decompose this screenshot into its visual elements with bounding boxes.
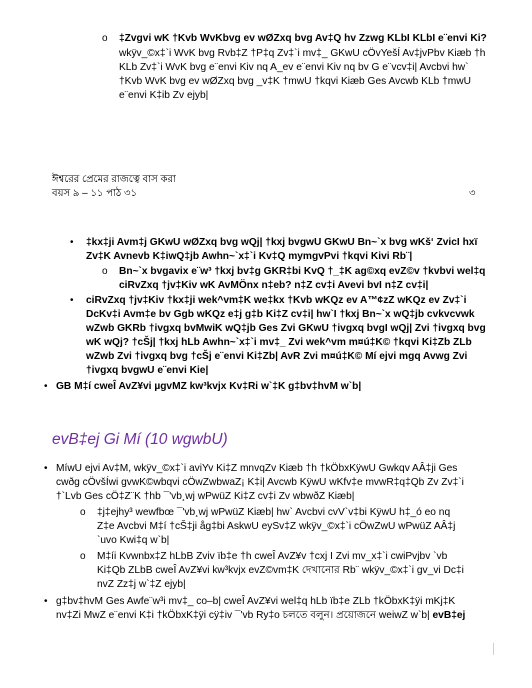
lesson-title: ঈশ্বরের প্রেমের রাজত্বে বাস করা [52, 174, 176, 185]
text-line: †`Lvb Ges cÖ‡Z¨K †hb ¯'vb¸wj wPwüZ Ki‡Z cv‡i Zv wbwðZ Kiæb| [56, 491, 355, 502]
text-line: nvZ Zz‡j w`‡Z ejyb| [97, 579, 186, 590]
text-line: Bn~`x bvgavix e¨w³ †kxj bv‡g GKR‡bi KvQ †_‡K ag©xq evZ©v †kvbvi wel‡q [119, 266, 486, 277]
bullet-dot-icon: • [44, 381, 48, 392]
text-line [56, 609, 465, 622]
text-line: `uvo Kwi‡q w`b| [97, 535, 170, 546]
text-line-bold-tail: evB‡ej [429, 610, 466, 621]
text-line: ‡j‡ejhy³ wewfbœ ¯'vb¸wj wPwüZ Kiæb| hw` Avcbvi cvV`v‡bi KÿwU h‡_ó eo nq [97, 507, 451, 518]
text-line: †Kvb WvK bvg ev wØZxq bvg _v‡K †mwU †kqvi Kiæb Ges Avcwb KLb †mwU [119, 76, 471, 87]
text-line: wZwb GKRb †ivgxq bvMwiK wQ‡jb Ges Zvi GKwU †ivgxq bvgI wQj| Zvi †ivgxq bvg [86, 323, 486, 334]
text-line-main: nv‡Zi MwZ e¨envi K‡i †kÖbxK‡ÿi cÿ‡iv ¯'vb Ry‡o চলতে বলুন। প্রয়োজনে weiwZ w`b| [56, 610, 430, 621]
page-number: ৩ [469, 188, 476, 199]
text-line: Ki‡Qb ZLbB cweÎ AvZ¥vi kw³kvjx evZ©vm‡K দেখানোর Rb¨ wkÿv_©x‡`i gv_vi Dc‡i [97, 565, 464, 576]
text-line: KLb Zv‡`i WvK bvg e¨envi Kiv nq A_ev e¨envi Kiv nq bv G e¨vcv‡i| Avcbvi hw` [119, 62, 469, 73]
bullet-circle-icon: o [80, 507, 86, 518]
text-line: ciRvZxq †jv‡Kiv wK AvMÖnx n‡eb? n‡Z cv‡i Avevi bvI n‡Z cv‡i| [119, 280, 429, 291]
section-heading: evB‡ej Gi Mí (10 wgwbU) [52, 431, 228, 448]
bullet-circle-icon: o [80, 551, 86, 562]
bullet-dot-icon: • [70, 237, 74, 248]
question-line: ‡Zvgvi wK †Kvb WvKbvg ev wØZxq bvg Av‡Q hv Zzwg KLbI KLbI e¨envi Ki? [119, 33, 487, 44]
text-line: Zv‡K Avnevb K‡iwQ‡jb Awhn~`x‡`i Kv‡Q mymgvPvi †kqvi Kivi Rb¨| [86, 251, 413, 262]
text-line: g‡bv‡hvM Ges Awfe¨w³i mv‡_ co–b| cweÎ AvZ¥vi wel‡q hLb ïb‡e ZLb †kÖbxK‡ÿi mKj‡K [56, 596, 456, 607]
text-line: GB M‡í cweÎ AvZ¥vi µgvMZ kw³kvjx Kv‡Ri w`‡K g‡bv‡hvM w`b| [56, 381, 362, 392]
text-line: ‡kx‡ji Avm‡j GKwU wØZxq bvg wQj| †kxj bvgwU GKwU Bn~`x bvg wKš‘ ZvicI hxï [86, 237, 478, 248]
lesson-subtitle: বয়স ৯ – ১১ পাঠ ৩১ [52, 188, 138, 199]
text-line: wK wQj? †cŠj| †kxj hLb Awhn~`x‡`i mv‡_ Zvi wek^vm m¤ú‡K© †kqvi Ki‡Zb ZLb [86, 337, 472, 348]
text-line: †ivgxq bvgwU e¨envi Kie| [86, 365, 209, 376]
bullet-circle-icon: o [102, 266, 108, 277]
text-line: DcKv‡i Avm‡e bv Ggb wKQz e‡j g‡b Ki‡Z cv‡i| hw`I †kxj Bn~`x wQ‡jb cvkvcvwk [86, 309, 475, 320]
text-line: Z‡e Avcbvi M‡í †cŠ‡ji åg‡bi AskwU eySv‡Z wkÿv_©x‡`i cÖwZwU wPwüZ AÂ‡j [97, 521, 456, 532]
text-line: M‡íi Kvwnbx‡Z hLbB Zviv ïb‡e †h cweÎ AvZ¥v †cxj I Zvi mv_x‡`i cwiPvjbv `vb [97, 551, 448, 562]
bullet-dot-icon: • [70, 295, 74, 306]
text-line: wZwb Zvi †ivgxq bvg †cŠj e¨envi Ki‡Zb| AvR Zvi m¤ú‡K© Mí ejvi mgq Avwg Zvi [86, 351, 468, 362]
text-line: cwðg cÖvšÍwi gvwK©wbqvi cÖwZwbwaZ¡ K‡i| Avcwb KÿwU wKfv‡e mvwR‡q‡Qb Zv Zv‡`i [56, 477, 464, 488]
text-line: ciRvZxq †jv‡Kiv †kx‡ji wek^vm‡K we‡kx †Kvb wKQz ev A™¢zZ wKQz ev Zv‡`i [86, 295, 467, 306]
text-line: e¨envi K‡ib Zv ejyb| [119, 90, 209, 101]
text-line: wkÿv_©x‡`i WvK bvg Rvb‡Z †P‡q Zv‡`i mv‡_ GKwU cÖvYešÍ Av‡jvPbv Kiæb †h [119, 48, 486, 59]
footer-divider [493, 643, 494, 655]
bullet-circle-icon: o [102, 33, 108, 44]
bullet-dot-icon: • [44, 596, 48, 607]
bullet-dot-icon: • [44, 463, 48, 474]
text-line: MíwU ejvi Av‡M, wkÿv_©x‡`i aviYv Ki‡Z mnvqZv Kiæb †h †kÖbxKÿwU Gwkqv AÂ‡ji Ges [56, 463, 458, 474]
